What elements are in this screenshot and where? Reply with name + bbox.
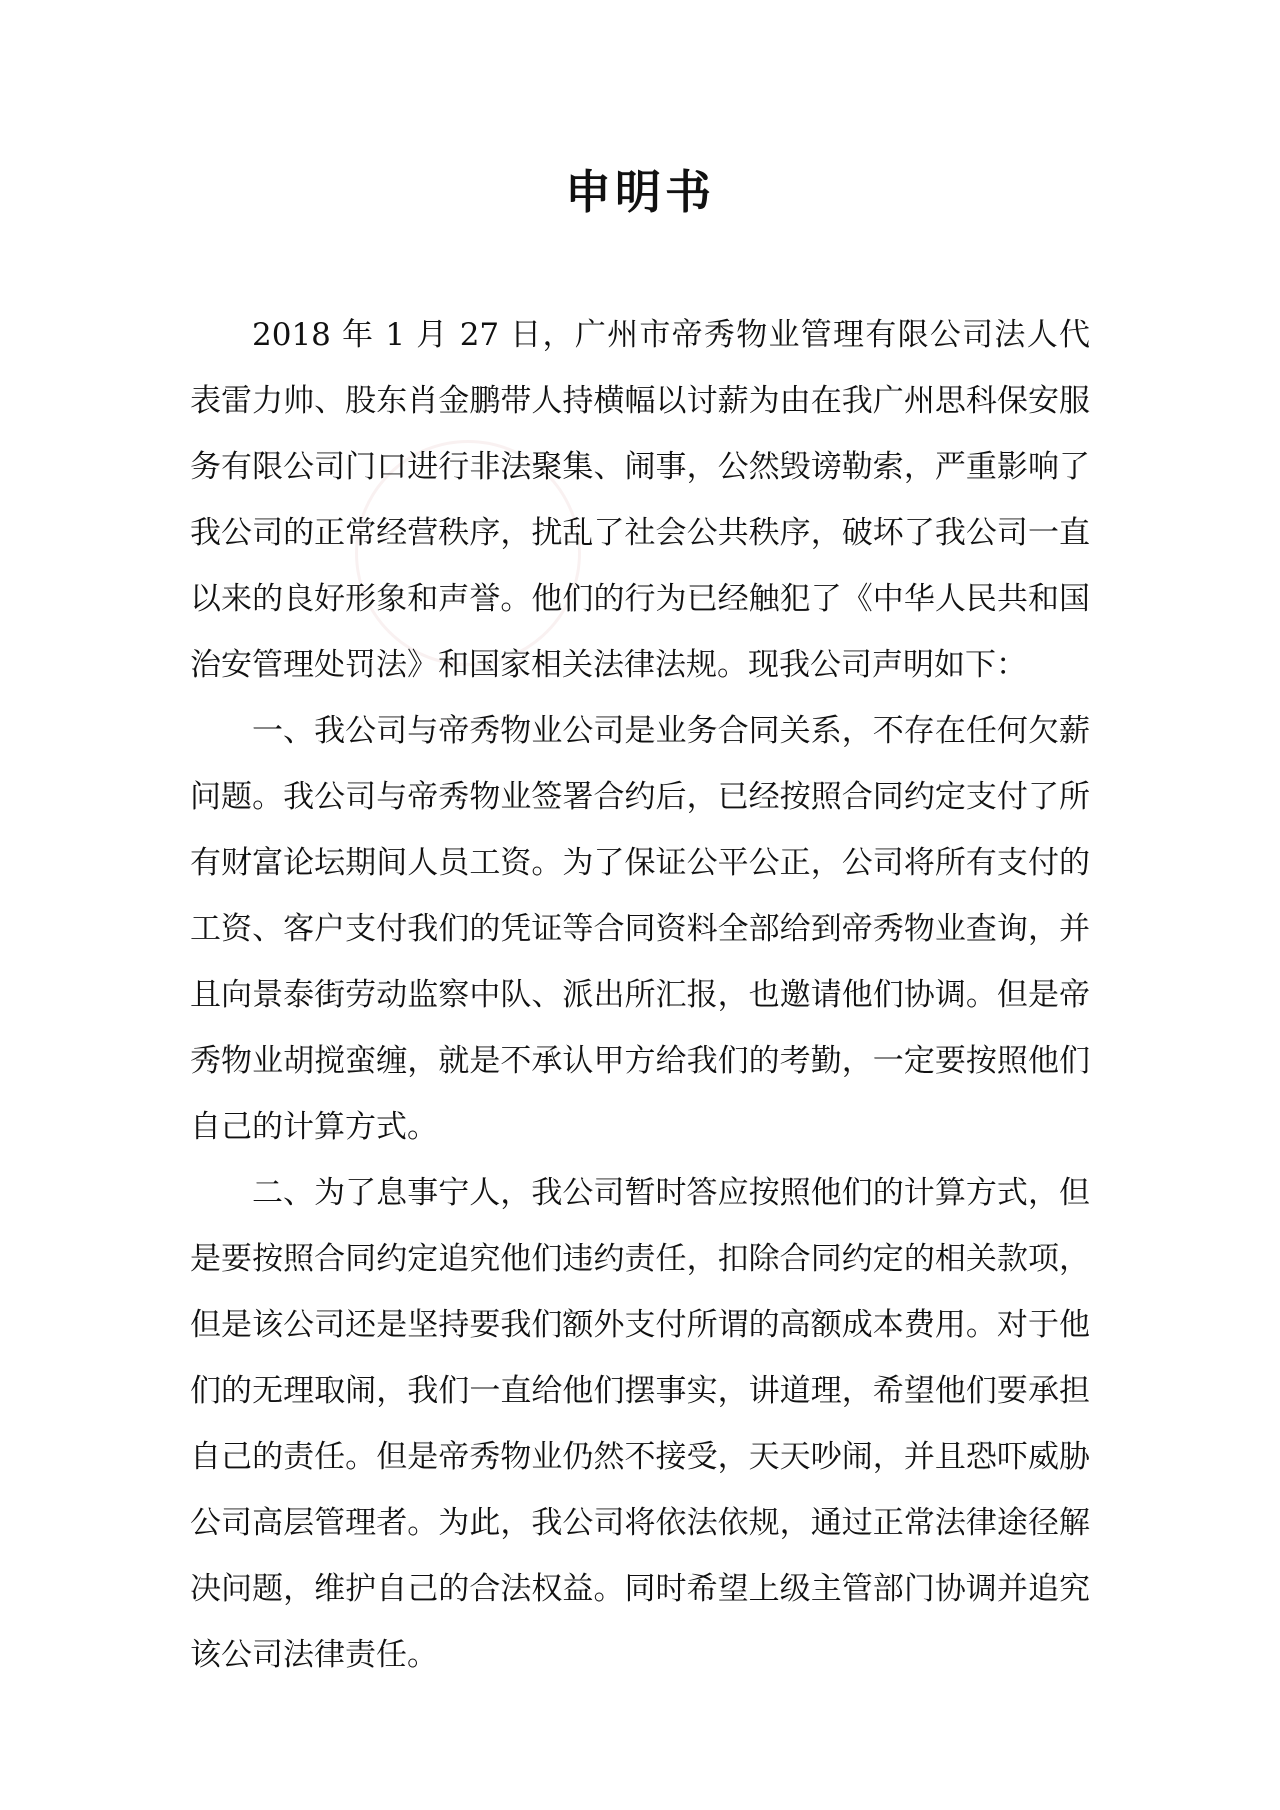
paragraph-point-two: 二、为了息事宁人，我公司暂时答应按照他们的计算方式，但是要按照合同约定追究他们违约责任，扣除合同约定的相关款项，但是该公司还是坚持要我们额外支付所谓的高额成本费用。对于他们的无理取闹，我们一直给他们摆事实，讲道理，希望他们要承担自己的责任。但是帝秀物业仍然不接受，天天吵闹，并且恐吓威胁公司高层管理者。为此，我公司将依法依规，通过正常法律途径解决问题，维护自己的合法权益。同时希望上级主管部门协调并追究该公司法律责任。: [190, 1175, 1090, 1673]
document-body: [190, 302, 1090, 1688]
paragraph-point-one: 一、我公司与帝秀物业公司是业务合同关系，不存在任何欠薪问题。我公司与帝秀物业签署合约后，已经按照合同约定支付了所有财富论坛期间人员工资。为了保证公平公正，公司将所有支付的工资、客户支付我们的凭证等合同资料全部给到帝秀物业查询，并且向景泰街劳动监察中队、派出所汇报，也邀请他们协调。但是帝秀物业胡搅蛮缠，就是不承认甲方给我们的考勤，一定要按照他们自己的计算方式。: [190, 713, 1090, 1145]
paragraph-intro: 2018 年 1 月 27 日，广州市帝秀物业管理有限公司法人代表雷力帅、股东肖金鹏带人持横幅以讨薪为由在我广州思科保安服务有限公司门口进行非法聚集、闹事，公然毁谤勒索，严重影响了我公司的正常经营秩序，扰乱了社会公共秩序，破坏了我公司一直以来的良好形象和声誉。他们的行为已经触犯了《中华人民共和国治安管理处罚法》和国家相关法律法规。现我公司声明如下：: [190, 317, 1090, 683]
document-title: 申明书: [565, 165, 715, 219]
